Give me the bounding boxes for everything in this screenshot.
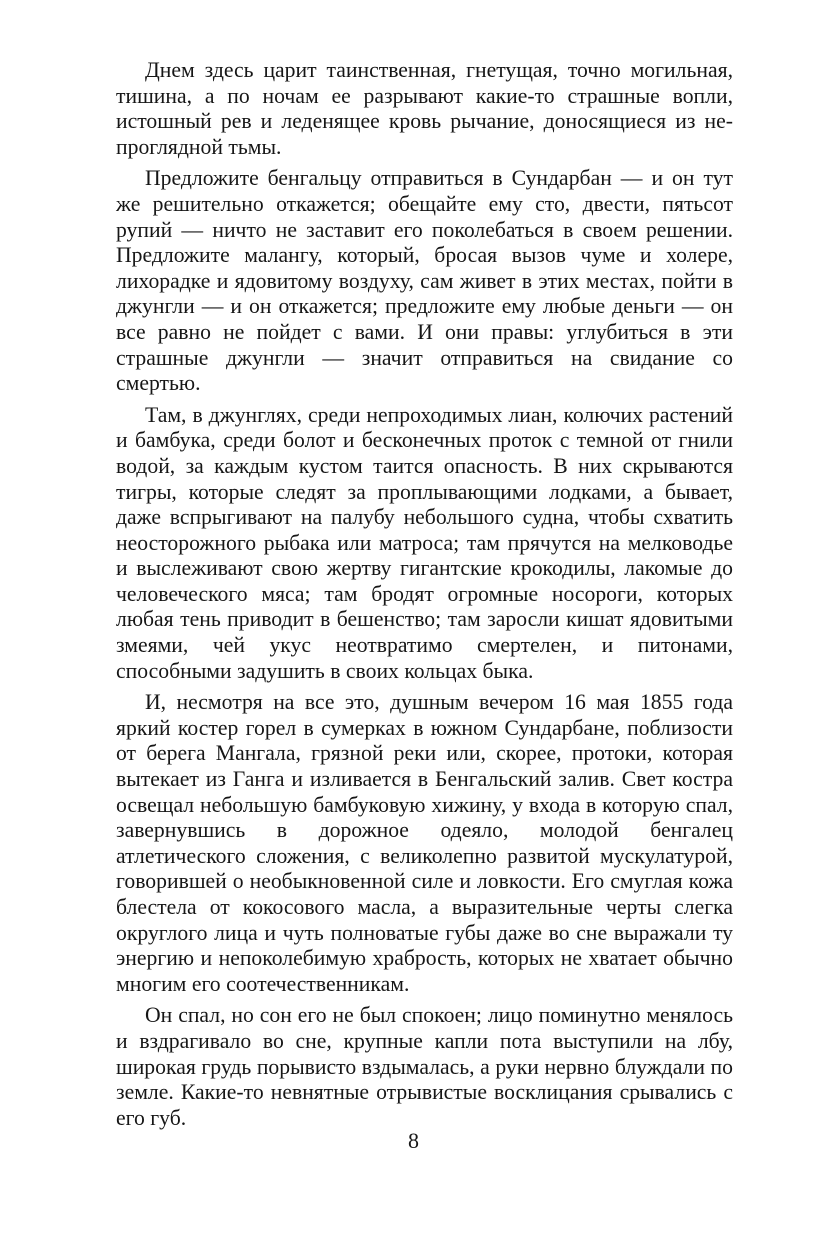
body-text bbox=[116, 58, 733, 1137]
paragraph-4: И, несмотря на все это, душным вечером 16 мая 1855 года яркий костер горел в сумерках в южном Сундарбане, поблизости от берега Мангала, грязной реки или, скорее, протоки, которая вытекает из Ганга и изливается в Бенгальский залив. Свет костра освещал небольшую бамбуковую хижину, у входа в которую спал, завернувшись в дорожное одеяло, молодой бенгалец атлетического сложения, с великолепно развитой мускулатурой, говорившей о необыкновенной силе и ловкости. Его смуглая кожа блестела от кокосового масла, а выразительные черты слегка округлого лица и чуть полноватые губы даже во сне выражали ту энергию и непоколебимую храбрость, которых не хватает обычно многим его соотечественникам. bbox=[116, 690, 733, 996]
page-number: 8 bbox=[408, 1128, 419, 1153]
paragraph-3: Там, в джунглях, среди непроходимых лиан, колючих растений и бамбука, среди болот и бесконечных проток с темной от гнили водой, за каждым кустом таится опасность. В них скрываются тигры, которые следят за проплывающими лодками, а бывает, даже вспрыгивают на палубу небольшого судна, чтобы схватить неосторожного рыбака или матроса; там прячутся на мелководье и выслеживают свою жертву гигантские крокодилы, лакомые до человеческого мяса; там бродят огромные носороги, которых любая тень приводит в бешенство; там заросли кишат ядовитыми змеями, чей укус неотвратимо смертелен, и питонами, способными задушить в своих кольцах быка. bbox=[116, 402, 733, 683]
paragraph-2: Предложите бенгальцу отправиться в Сундарбан — и он тут же решительно откажется; обещайте ему сто, двести, пятьсот рупий — ничто не заставит его поколебаться в своем решении. Предложите малангу, который, бросая вызов чуме и холере, лихорадке и ядовитому воздуху, сам живет в этих местах, пойти в джунгли — и он откажется; предложите ему любые деньги — он все равно не пойдет с вами. И они правы: углубиться в эти страшные джунгли — значит отправиться на свидание со смертью. bbox=[116, 166, 733, 396]
paragraph-5: Он спал, но сон его не был спокоен; лицо поминутно менялось и вздрагивало во сне, крупные капли пота выступили на лбу, широкая грудь порывисто вздымалась, а руки нервно блуждали по земле. Какие-то невнятные отрывистые восклицания срывались с его губ. bbox=[116, 1003, 733, 1130]
paragraph-1: Днем здесь царит таинственная, гнетущая, точно могильная, тишина, а по ночам ее разрывают какие-то страшные вопли, истошный рев и леденящее кровь рычание, доносящиеся из непроглядной тьмы. bbox=[116, 58, 733, 159]
